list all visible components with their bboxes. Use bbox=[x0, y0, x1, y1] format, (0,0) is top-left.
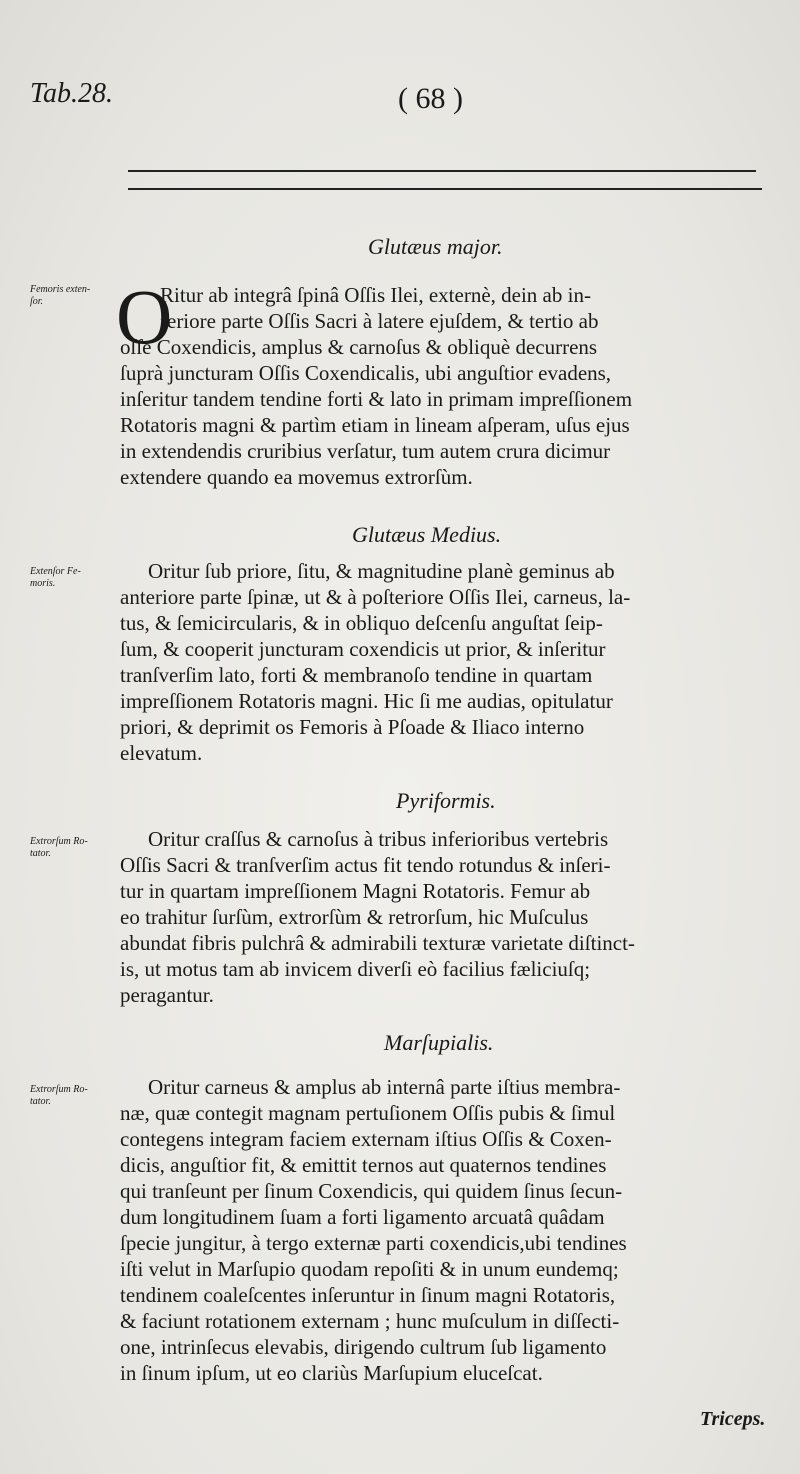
text-line: abundat fibris pulchrâ & admirabili texturæ varietate diſtinct- bbox=[120, 931, 635, 955]
text-line: peragantur. bbox=[120, 983, 214, 1007]
section-heading: Glutæus major. bbox=[368, 234, 503, 259]
text-line: ſpecie jungitur, à tergo externæ parti coxendicis,ubi tendines bbox=[120, 1231, 627, 1255]
header-rule bbox=[128, 170, 756, 172]
text-line: impreſſionem Rotatoris magni. Hic ſi me audias, opitulatur bbox=[120, 689, 613, 713]
text-line: priori, & deprimit os Femoris à Pſoade & Iliaco interno bbox=[120, 715, 585, 739]
section-heading: Pyriformis. bbox=[396, 788, 496, 813]
text-line: tendinem coaleſcentes inſeruntur in ſinum magni Rotatoris, bbox=[120, 1283, 616, 1307]
text-line: Oſſis Sacri & tranſverſim actus fit tendo rotundus & inſeri- bbox=[120, 853, 611, 877]
text-line: ſum, & cooperit juncturam coxendicis ut prior, & inſeritur bbox=[120, 637, 606, 661]
text-line: Oritur carneus & amplus ab internâ parte iſtius membra- bbox=[148, 1075, 621, 1099]
text-line: feriore parte Oſſis Sacri à latere ejuſdem, & tertio ab bbox=[160, 309, 599, 333]
text-line: anteriore parte ſpinæ, ut & à poſteriore Oſſis Ilei, carneus, la- bbox=[120, 585, 631, 609]
section-heading: Glutæus Medius. bbox=[352, 522, 502, 547]
section-heading: Marſupialis. bbox=[384, 1030, 494, 1055]
text-line: in ſinum ipſum, ut eo clariùs Marſupium eluceſcat. bbox=[120, 1361, 543, 1385]
text-line: & faciunt rotationem externam ; hunc muſculum in diſſecti- bbox=[120, 1309, 620, 1333]
text-line: inſeritur tandem tendine forti & lato in primam impreſſionem bbox=[120, 387, 633, 411]
margin-note: Extrorſum Ro- tator. bbox=[30, 1084, 88, 1107]
text-line: Oritur craſſus & carnoſus à tribus inferioribus vertebris bbox=[148, 827, 609, 851]
text-line: tus, & ſemicircularis, & in obliquo deſcenſu anguſtat ſeip- bbox=[120, 611, 603, 635]
margin-note: Femoris exten- ſor. bbox=[30, 284, 91, 307]
page-number: ( 68 ) bbox=[398, 82, 463, 115]
text-line: ſuprà juncturam Oſſis Coxendicalis, ubi anguſtior evadens, bbox=[120, 361, 612, 385]
text-line: dicis, anguſtior fit, & emittit ternos aut quaternos tendines bbox=[120, 1153, 607, 1177]
text-line: elevatum. bbox=[120, 741, 203, 765]
text-line: Oritur ſub priore, ſitu, & magnitudine planè geminus ab bbox=[148, 559, 615, 583]
text-line: is, ut motus tam ab invicem diverſi eò facilius fæliciuſq; bbox=[120, 957, 591, 981]
drop-cap: O bbox=[116, 273, 173, 360]
text-line: contegens integram faciem externam iſtius Oſſis & Coxen- bbox=[120, 1127, 612, 1151]
text-line: eo trahitur ſurſùm, extrorſùm & retrorſum, hic Muſculus bbox=[120, 905, 589, 929]
text-line: in extendendis cruribius verſatur, tum autem crura dicimur bbox=[120, 439, 611, 463]
text-line: tranſverſim lato, forti & membranoſo tendine in quartam bbox=[120, 663, 593, 687]
text-line: næ, quæ contegit magnam pertuſionem Oſſis pubis & ſimul bbox=[120, 1101, 616, 1125]
text-line: dum longitudinem ſuam a forti ligamento arcuatâ quâdam bbox=[120, 1205, 605, 1229]
text-line: tur in quartam impreſſionem Magni Rotatoris. Femur ab bbox=[120, 879, 591, 903]
text-line: oſſe Coxendicis, amplus & carnoſus & obliquè decurrens bbox=[120, 335, 598, 359]
tab-label: Tab.28. bbox=[30, 78, 114, 109]
text-line: iſti velut in Marſupio quodam repoſiti & in unum eundemq; bbox=[120, 1257, 619, 1281]
text-line: one, intrinſecus elevabis, dirigendo cultrum ſub ligamento bbox=[120, 1335, 607, 1359]
text-line: Ritur ab integrâ ſpinâ Oſſis Ilei, externè, dein ab in- bbox=[160, 283, 591, 307]
catchword: Triceps. bbox=[700, 1408, 766, 1430]
header-rule bbox=[128, 188, 762, 190]
text-line: qui tranſeunt per ſinum Coxendicis, qui quidem ſinus ſecun- bbox=[120, 1179, 623, 1203]
text-line: Rotatoris magni & partìm etiam in lineam aſperam, uſus ejus bbox=[120, 413, 630, 437]
margin-note: Extenſor Fe- moris. bbox=[30, 566, 81, 589]
text-line: extendere quando ea movemus extrorſùm. bbox=[120, 465, 473, 489]
margin-note: Extrorſum Ro- tator. bbox=[30, 836, 88, 859]
